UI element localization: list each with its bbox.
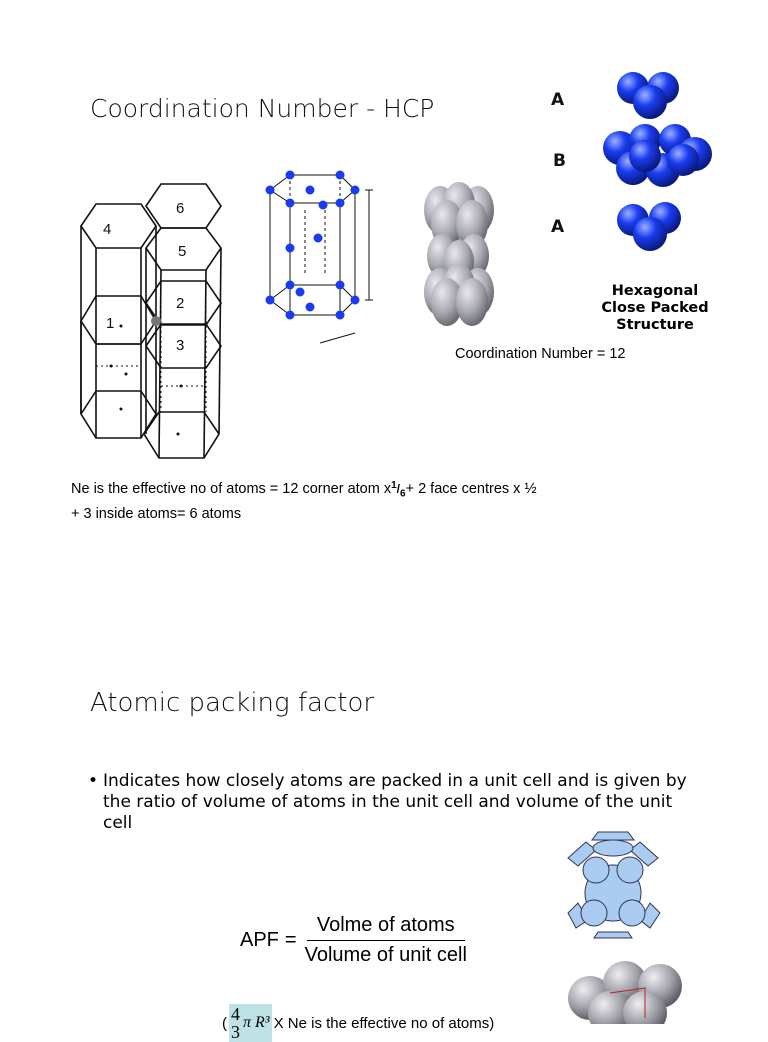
apf-formula	[240, 914, 467, 967]
bcc-unit-cell-illustration	[558, 828, 668, 943]
apf-bullet-text: Indicates how closely atoms are packed in a unit cell and is given by the ratio of volume of atoms in the unit cell and volume of the unit cell	[103, 771, 687, 833]
formula-text: X Ne is the effective no of atoms)	[273, 1014, 495, 1032]
hex-label-3: 3	[176, 337, 185, 354]
gray-atom-stack	[412, 182, 507, 327]
hcp-caption	[560, 283, 750, 334]
gray-atom-cluster	[565, 958, 685, 1024]
hex-label-6: 6	[176, 200, 185, 217]
apf-equals: =	[284, 929, 297, 951]
effective-atoms-text	[71, 475, 671, 525]
hcp-caption-line-1: Hexagonal	[611, 283, 699, 299]
hex-label-4: 4	[103, 221, 112, 238]
apf-fraction	[305, 914, 467, 967]
formula-denominator: 3	[231, 1022, 240, 1042]
apf-label: APF	[240, 929, 279, 951]
formula-numerator: 4	[231, 1004, 240, 1024]
hexagonal-prism-sketch	[66, 176, 256, 466]
hcp-unit-cell-diagram	[255, 165, 390, 355]
hcp-caption-line-2: Close Packed	[601, 300, 709, 316]
coordination-number-text: Coordination Number = 12	[455, 346, 626, 362]
layer-label-a-top: A	[551, 90, 565, 110]
aba-layer-stack	[545, 70, 735, 280]
effective-atoms-line-1: Ne is the effective no of atoms = 12 corner atom $x^1/_6+ 2$ face centres x ½	[71, 480, 537, 500]
apf-bullet	[88, 771, 688, 834]
apf-numerator: Volme of atoms	[307, 914, 465, 941]
bullet-dot: •	[88, 771, 99, 791]
layer-label-b: B	[553, 151, 566, 171]
hex-label-1: 1	[106, 315, 115, 332]
effective-atoms-line-2: + 3 inside atoms= 6 atoms	[71, 506, 242, 523]
atom-volume-formula	[222, 1004, 494, 1042]
layer-label-a-bottom: A	[551, 217, 565, 237]
hex-label-5: 5	[178, 243, 187, 260]
formula-expression: π R³	[243, 1014, 270, 1031]
hcp-caption-line-3: Structure	[616, 317, 694, 333]
apf-denominator: Volume of unit cell	[304, 944, 467, 966]
hex-label-2: 2	[176, 295, 185, 312]
sphere-volume-expression	[229, 1004, 272, 1042]
slide-title-coordination: Coordination Number - HCP	[90, 94, 435, 123]
formula-open-paren: (	[222, 1014, 227, 1032]
slide-title-apf: Atomic packing factor	[90, 688, 375, 718]
